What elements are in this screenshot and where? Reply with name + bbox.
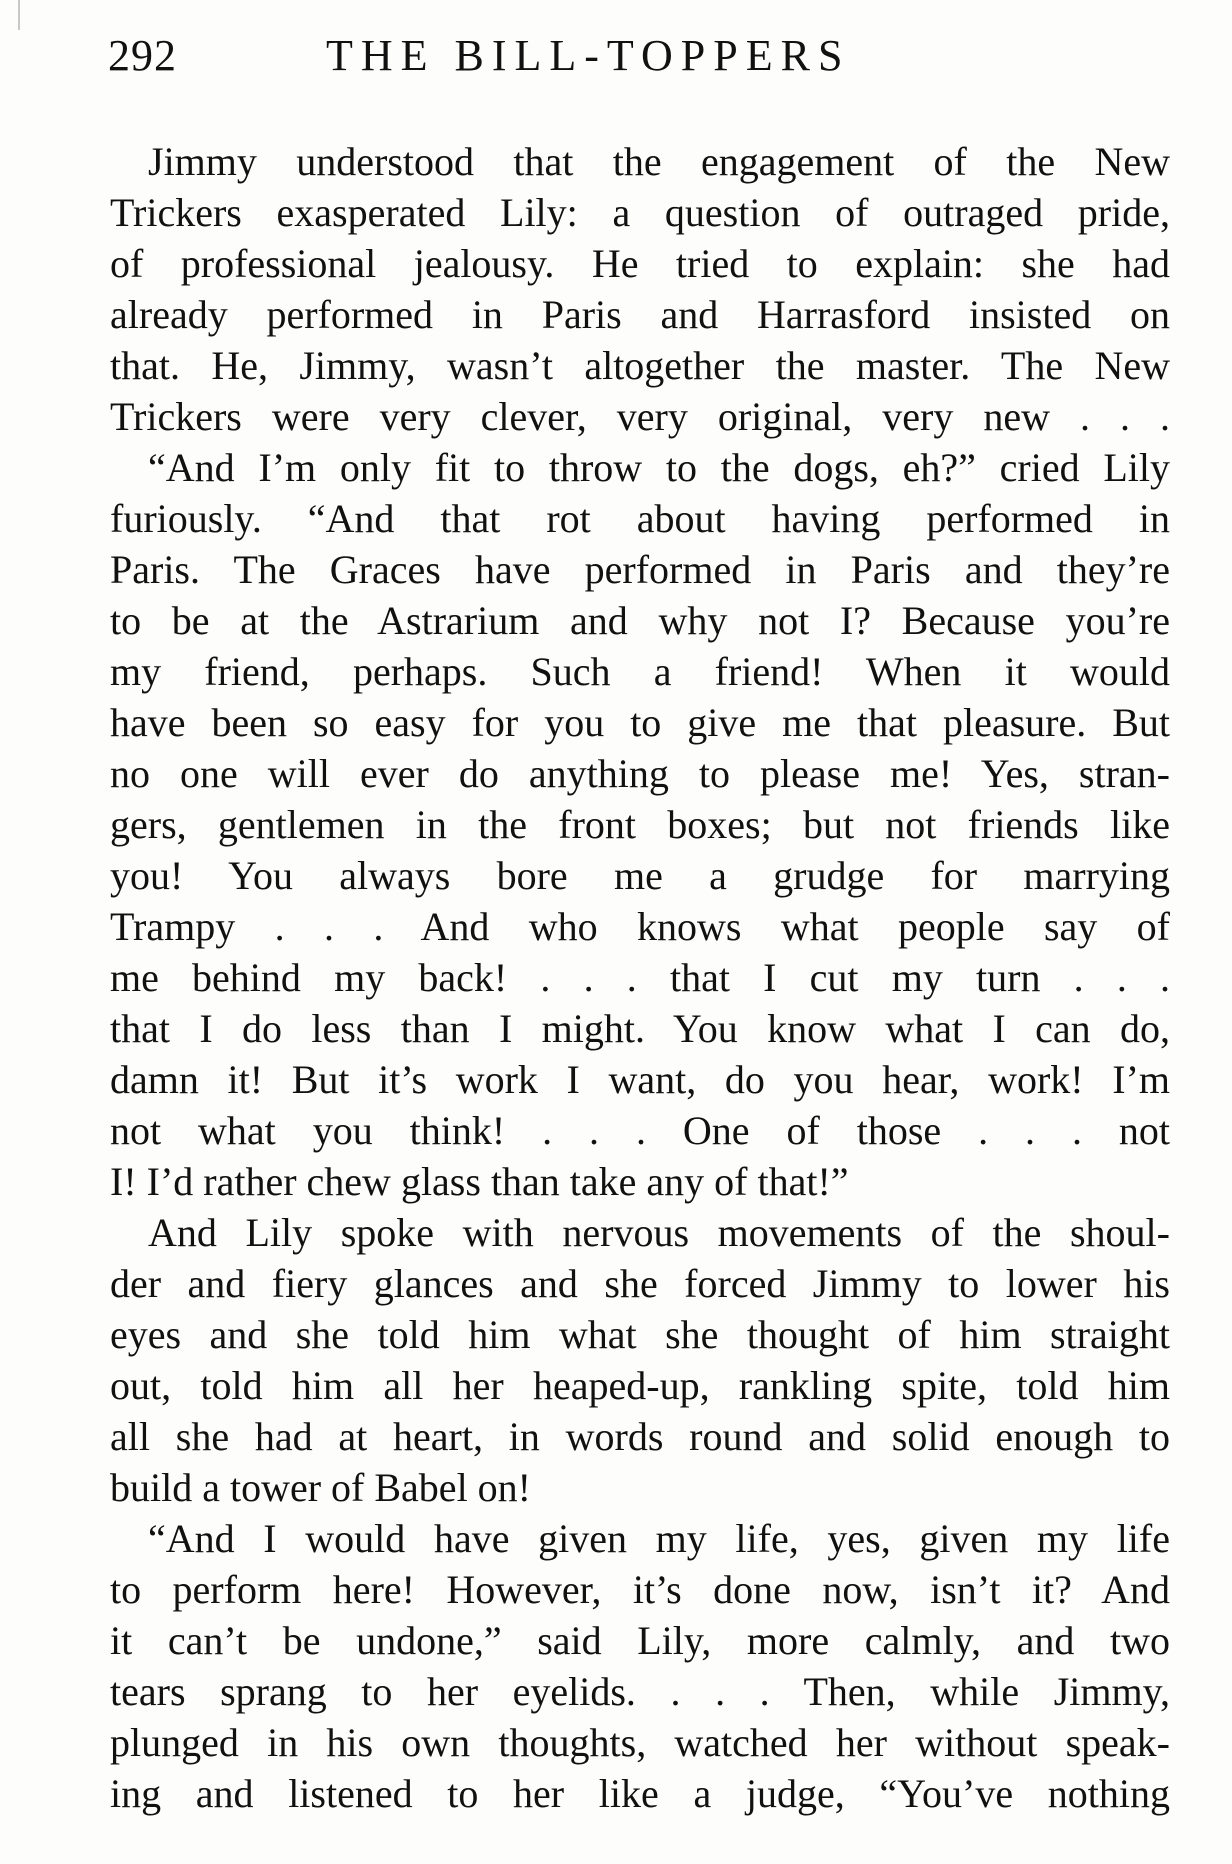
text-line: “And I’m only fit to throw to the dogs, eh?” cried Lily <box>148 445 1170 490</box>
text-line: eyes and she told him what she thought of him straight <box>110 1312 1170 1357</box>
text-line: to perform here! However, it’s done now, isn’t it? And <box>110 1567 1170 1612</box>
text-line: it can’t be undone,” said Lily, more calmly, and two <box>110 1618 1170 1663</box>
text-line: Jimmy understood that the engagement of the New <box>148 139 1170 184</box>
text-line: have been so easy for you to give me that pleasure. But <box>110 700 1170 745</box>
text-line: Trickers were very clever, very original, very new . . . <box>110 394 1170 439</box>
text-line: “And I would have given my life, yes, given my life <box>148 1516 1170 1561</box>
text-line: Trickers exasperated Lily: a question of outraged pride, <box>110 190 1170 235</box>
text-line: der and fiery glances and she forced Jimmy to lower his <box>110 1261 1170 1306</box>
text-line: all she had at heart, in words round and solid enough to <box>110 1414 1170 1459</box>
page-number: 292 <box>108 31 177 80</box>
text-line: that I do less than I might. You know what I can do, <box>110 1006 1170 1051</box>
page-edge-mark <box>18 0 20 30</box>
body-text <box>110 136 1170 1819</box>
text-line: my friend, perhaps. Such a friend! When it would <box>110 649 1170 694</box>
text-line: tears sprang to her eyelids. . . . Then, while Jimmy, <box>110 1669 1170 1714</box>
text-line: furiously. “And that rot about having performed in <box>110 496 1170 541</box>
text-line: build a tower of Babel on! <box>110 1465 531 1510</box>
text-line: of professional jealousy. He tried to explain: she had <box>110 241 1170 286</box>
text-line: Trampy . . . And who knows what people say of <box>110 904 1170 949</box>
text-line: to be at the Astrarium and why not I? Because you’re <box>110 598 1170 643</box>
text-line: Paris. The Graces have performed in Paris and they’re <box>110 547 1170 592</box>
text-line: gers, gentlemen in the front boxes; but not friends like <box>110 802 1170 847</box>
text-line: plunged in his own thoughts, watched her without speak- <box>110 1720 1170 1765</box>
text-line: no one will ever do anything to please me! Yes, stran- <box>110 751 1170 796</box>
text-line: I! I’d rather chew glass than take any of that!” <box>110 1159 849 1204</box>
page-header <box>108 30 1168 90</box>
text-line: out, told him all her heaped-up, rankling spite, told him <box>110 1363 1170 1408</box>
text-line: already performed in Paris and Harrasford insisted on <box>110 292 1170 337</box>
text-line: me behind my back! . . . that I cut my turn . . . <box>110 955 1170 1000</box>
text-line: damn it! But it’s work I want, do you hear, work! I’m <box>110 1057 1170 1102</box>
running-title: THE BILL-TOPPERS <box>326 31 851 80</box>
text-line: ing and listened to her like a judge, “You’ve nothing <box>110 1771 1170 1816</box>
text-line: not what you think! . . . One of those . . . not <box>110 1108 1170 1153</box>
text-line: that. He, Jimmy, wasn’t altogether the master. The New <box>110 343 1170 388</box>
text-line: And Lily spoke with nervous movements of the shoul- <box>148 1210 1170 1255</box>
text-line: you! You always bore me a grudge for marrying <box>110 853 1170 898</box>
